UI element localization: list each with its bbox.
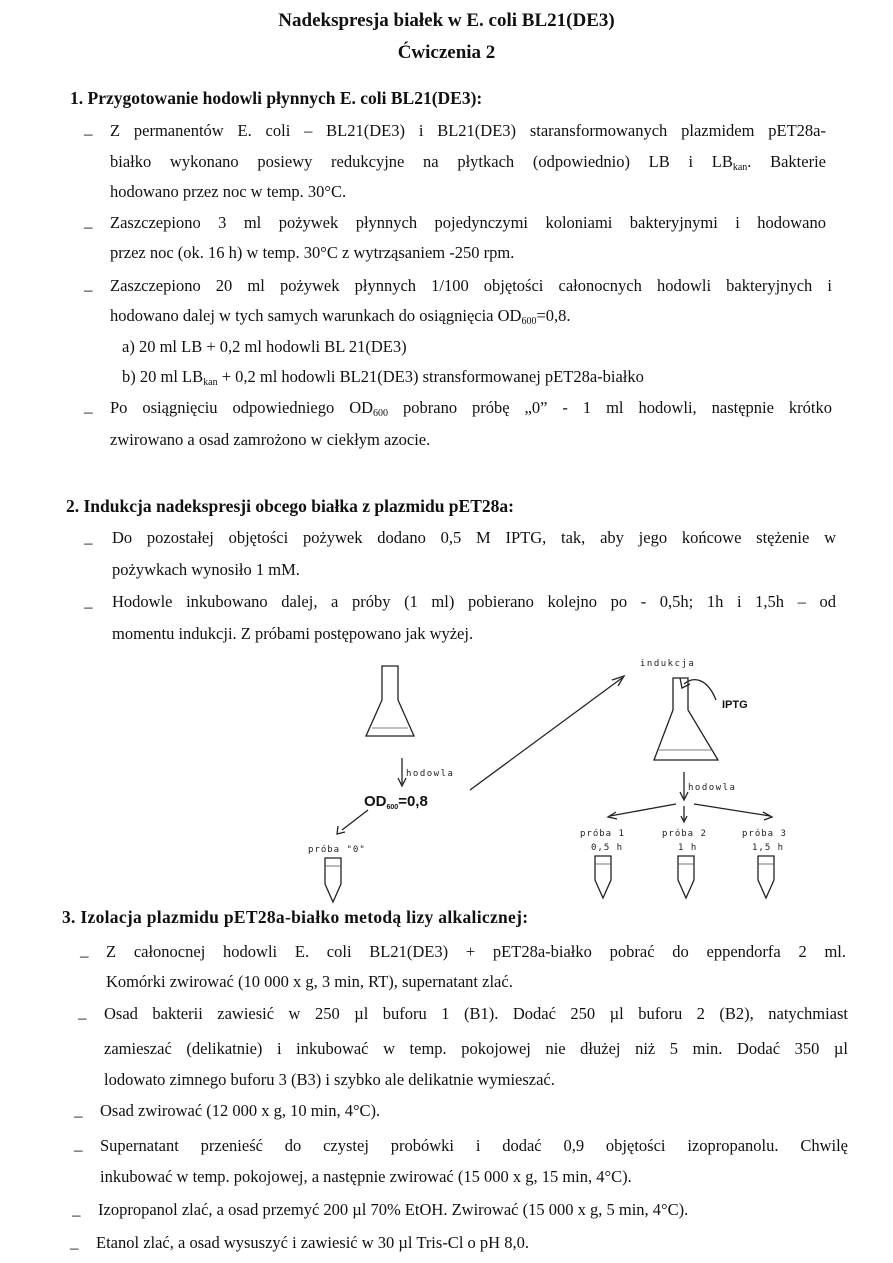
bullet-dash: – bbox=[84, 402, 93, 421]
s3-item6-line1: Etanol zlać, a osad wysuszyć i zawiesić w 30 µl Tris-Cl o pH 8,0. bbox=[96, 1233, 529, 1252]
bullet-dash: – bbox=[72, 1205, 81, 1224]
label-proba1: próba 1 bbox=[580, 829, 625, 839]
s1-item4-line1-text: Po osiągnięciu odpowiedniego $OD_{600}$ pobrano próbę „0” - 1 ml hodowli, następnie krótko bbox=[110, 398, 832, 419]
s1-item1-line1: Z permanentów E. coli – BL21(DE3) i BL21(DE3) staransformowanych plazmidem pET28a- bbox=[110, 121, 826, 140]
section3-heading: 3. Izolacja plazmidu pET28a-białko metodą lizy alkalicznej: bbox=[62, 907, 529, 927]
s3-item1-line1: Z całonocnej hodowli E. coli BL21(DE3) + pET28a-białko pobrać do eppendorfa 2 ml. bbox=[106, 942, 846, 961]
s1-item1-line3: hodowano przez noc w temp. 30°C. bbox=[110, 182, 347, 201]
bullet-dash: – bbox=[70, 1238, 79, 1257]
s3-item2-line1: Osad bakterii zawiesić w 250 µl buforu 1 (B1). Dodać 250 µl buforu 2 (B2), natychmiast bbox=[104, 1004, 848, 1023]
s1-item4-line1 bbox=[110, 398, 832, 419]
s3-item4-line2: inkubować w temp. pokojowej, a następnie zwirować (15 000 x g, 15 min, 4°C). bbox=[100, 1167, 632, 1186]
tube-proba0-icon bbox=[325, 858, 341, 902]
label-proba3: próba 3 bbox=[742, 829, 787, 839]
bullet-dash: – bbox=[78, 1008, 87, 1027]
s3-item3-line1: Osad zwirować (12 000 x g, 10 min, 4°C). bbox=[100, 1101, 381, 1120]
arrow-diagonal bbox=[470, 678, 622, 790]
s3-item2-line2: zamieszać (delikatnie) i inkubować w temp. pokojowej nie dłużej niż 5 min. Dodać 350 µl bbox=[104, 1039, 848, 1058]
label-proba1-time: 0,5 h bbox=[591, 843, 624, 853]
section2-heading: 2. Indukcja nadekspresji obcego białka z plazmidu pET28a: bbox=[66, 496, 514, 516]
bullet-dash: – bbox=[84, 217, 93, 236]
s1-item3-sub-a: a) 20 ml LB + 0,2 ml hodowli BL 21(DE3) bbox=[122, 337, 407, 356]
iptg-arrow bbox=[684, 680, 716, 700]
s2-item1-line2: pożywkach wynosiło 1 mM. bbox=[112, 560, 300, 579]
bullet-dash: – bbox=[84, 280, 93, 299]
arrow-to-proba0-head bbox=[337, 826, 345, 834]
flask-right-icon bbox=[654, 678, 718, 760]
s1-item1-line2 bbox=[110, 152, 826, 173]
s3-item2-line3: lodowato zimnego buforu 3 (B3) i szybko ale delikatnie wymieszać. bbox=[104, 1070, 555, 1089]
label-indukcja: indukcja bbox=[640, 659, 696, 669]
s1-item2-line1: Zaszczepiono 3 ml pożywek płynnych pojedynczymi koloniami bakteryjnymi i hodowano bbox=[110, 213, 826, 232]
flask-left-icon bbox=[366, 666, 414, 736]
s1-item4-line2: zwirowano a osad zamrożono w ciekłym azocie. bbox=[110, 430, 431, 449]
s3-item5-line1: Izopropanol zlać, a osad przemyć 200 µl 70% EtOH. Zwirować (15 000 x g, 5 min, 4°C). bbox=[98, 1200, 689, 1219]
s3-item1-line2: Komórki zwirować (10 000 x g, 3 min, RT), supernatant zlać. bbox=[106, 972, 513, 991]
bullet-dash: – bbox=[84, 533, 93, 552]
s1-item3-sub-b: b) 20 ml $LB_{kan} + 0,2$ ml hodowli BL21(DE3) stransformowanej pET28a-białko bbox=[122, 367, 644, 388]
label-proba2-time: 1 h bbox=[678, 843, 698, 853]
label-od: $OD_{600}=0,8$ bbox=[364, 793, 428, 811]
induction-diagram bbox=[290, 650, 850, 910]
bullet-dash: – bbox=[74, 1140, 83, 1159]
s1-item3-line2: hodowano dalej w tych samych warunkach do osiągnięcia $OD_{600}=0,8$. bbox=[110, 306, 571, 327]
s1-item2-line2: przez noc (ok. 16 h) w temp. 30°C z wytrząsaniem -250 rpm. bbox=[110, 243, 515, 262]
s2-item2-line2: momentu indukcji. Z próbami postępowano jak wyżej. bbox=[112, 624, 474, 643]
tube-proba3-icon bbox=[758, 856, 774, 898]
s2-item1-line1: Do pozostałej objętości pożywek dodano 0,5 M IPTG, tak, aby jego końcowe stężenie w bbox=[112, 528, 836, 547]
tube-proba2-icon bbox=[678, 856, 694, 898]
label-hodowla-left: hodowla bbox=[406, 769, 455, 779]
arrow-to-proba0 bbox=[342, 810, 368, 830]
label-hodowla-right: hodowla bbox=[688, 783, 737, 793]
arrow-branch-3 bbox=[694, 804, 770, 816]
s2-item2-line1: Hodowle inkubowano dalej, a próby (1 ml) pobierano kolejno po - 0,5h; 1h i 1,5h – od bbox=[112, 592, 836, 611]
arrow-branch-1 bbox=[610, 804, 676, 816]
section1-heading: 1. Przygotowanie hodowli płynnych E. coli BL21(DE3): bbox=[70, 88, 483, 108]
bullet-dash: – bbox=[84, 597, 93, 616]
s1-item1-line2-text: białko wykonano posiewy redukcyjne na płytkach (odpowiednio) LB i $LB_{kan}$. Bakterie bbox=[110, 152, 826, 173]
tube-proba1-icon bbox=[595, 856, 611, 898]
bullet-dash: – bbox=[80, 946, 89, 965]
document-subtitle: Ćwiczenia 2 bbox=[397, 42, 496, 63]
document-title: Nadekspresja białek w E. coli BL21(DE3) bbox=[278, 10, 615, 31]
bullet-dash: – bbox=[74, 1106, 83, 1125]
label-iptg: IPTG bbox=[722, 699, 748, 711]
s1-item3-line1: Zaszczepiono 20 ml pożywek płynnych 1/100 objętości całonocnych hodowli bakteryjnych i bbox=[110, 276, 832, 295]
s3-item4-line1: Supernatant przenieść do czystej probówki i dodać 0,9 objętości izopropanolu. Chwilę bbox=[100, 1136, 848, 1155]
label-proba2: próba 2 bbox=[662, 829, 707, 839]
label-proba0: próba "0" bbox=[308, 845, 366, 855]
label-proba3-time: 1,5 h bbox=[752, 843, 785, 853]
bullet-dash: – bbox=[84, 124, 93, 143]
